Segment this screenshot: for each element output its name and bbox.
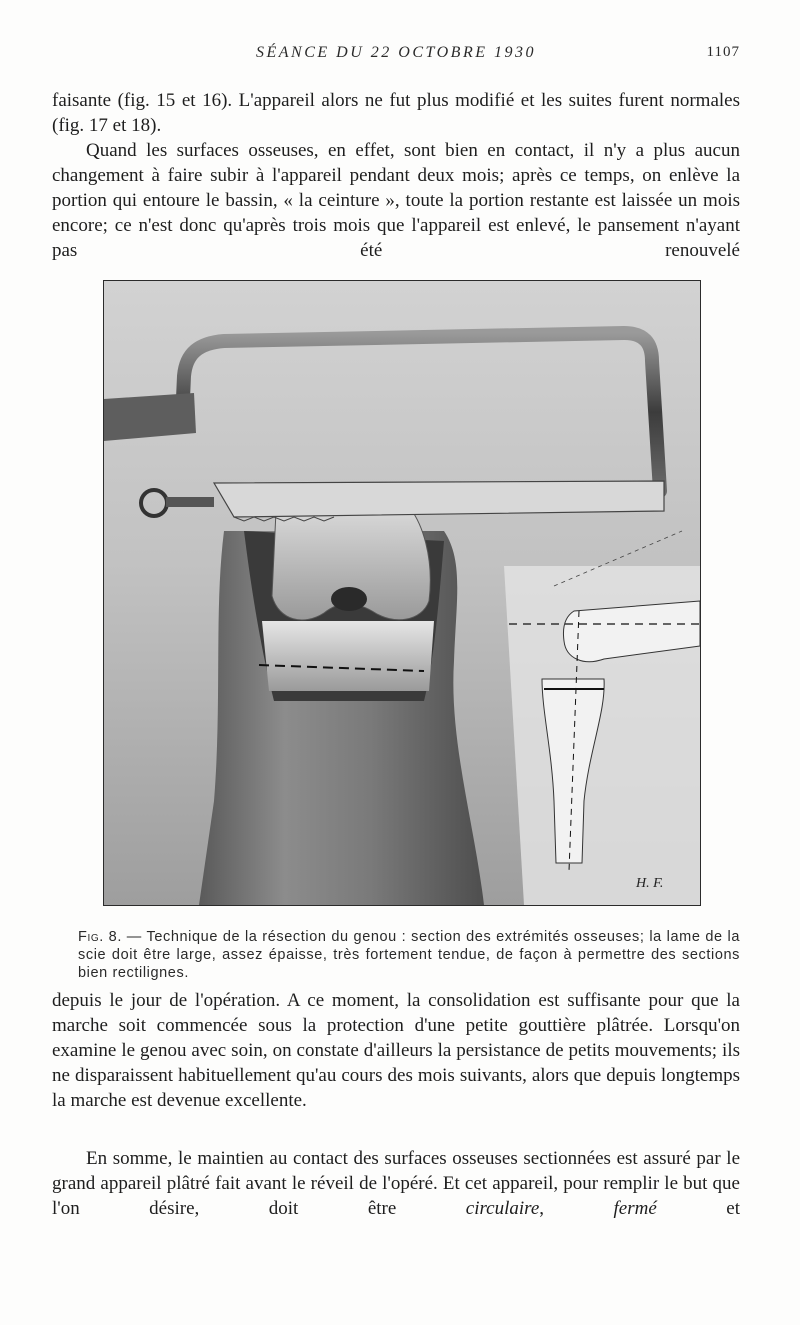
paragraph-continuation: faisante (fig. 15 et 16). L'appareil alors ne fut plus modifié et les suites furent normales (fig. 17 et 18).	[52, 90, 740, 136]
artist-signature: H. F.	[636, 876, 664, 891]
page-number: 1107	[706, 44, 740, 60]
p4-text-end: et	[656, 1198, 740, 1219]
figure-knee-resection	[103, 280, 701, 906]
paragraph-maintenance	[52, 1146, 740, 1221]
caption-text: — Technique de la résection du genou : section des extrémités osseuses; la lame de la scie doit être large, assez épaisse, très fortement tendue, de façon à permettre des sections bien rectilignes.	[78, 929, 740, 981]
saw-blade	[214, 481, 664, 517]
saw-handle	[104, 393, 196, 441]
p4-separator: ,	[539, 1198, 614, 1219]
p4-text-start: En somme, le maintien au contact des surfaces osseuses sectionnées est assuré par le grand appareil plâtré fait avant le réveil de l'opéré. Et cet appareil, pour remplir le but que l'on désire, doit être	[52, 1148, 740, 1219]
running-title: SÉANCE DU 22 OCTOBRE 1930	[256, 44, 536, 61]
figure-illustration	[104, 281, 700, 905]
tibia-plateau	[262, 621, 434, 691]
intercondylar-notch	[331, 587, 367, 611]
running-header	[52, 44, 740, 66]
figure-caption	[78, 928, 740, 982]
paragraph-surfaces-contact: Quand les surfaces osseuses, en effet, sont bien en contact, il n'y a plus aucun changement à faire subir à l'appareil pendant deux mois; après ce temps, on enlève la portion qui entoure le bassin, « la ceinture », toute la portion restante est laissée un mois encore; ce n'est donc qu'après trois mois que l'appareil est enlevé, le pansement n'ayant pas été renouvelé	[52, 140, 740, 261]
p4-italic-ferme: fermé	[613, 1198, 657, 1219]
paragraph-consolidation: depuis le jour de l'opération. A ce moment, la consolidation est suffisante pour que la marche soit commencée sous la protection d'une petite gouttière plâtrée. Lorsqu'on examine le genou avec soin, on constate d'ailleurs la persistance de petits mouvements; ils ne disparaissent habituellement qu'au cours des mois suivants, alors que depuis longtemps la marche est devenue excellente.	[52, 990, 740, 1111]
p4-italic-circulaire: circulaire	[465, 1198, 540, 1219]
figure-label: Fig. 8.	[78, 929, 122, 945]
tension-screw	[166, 497, 214, 507]
